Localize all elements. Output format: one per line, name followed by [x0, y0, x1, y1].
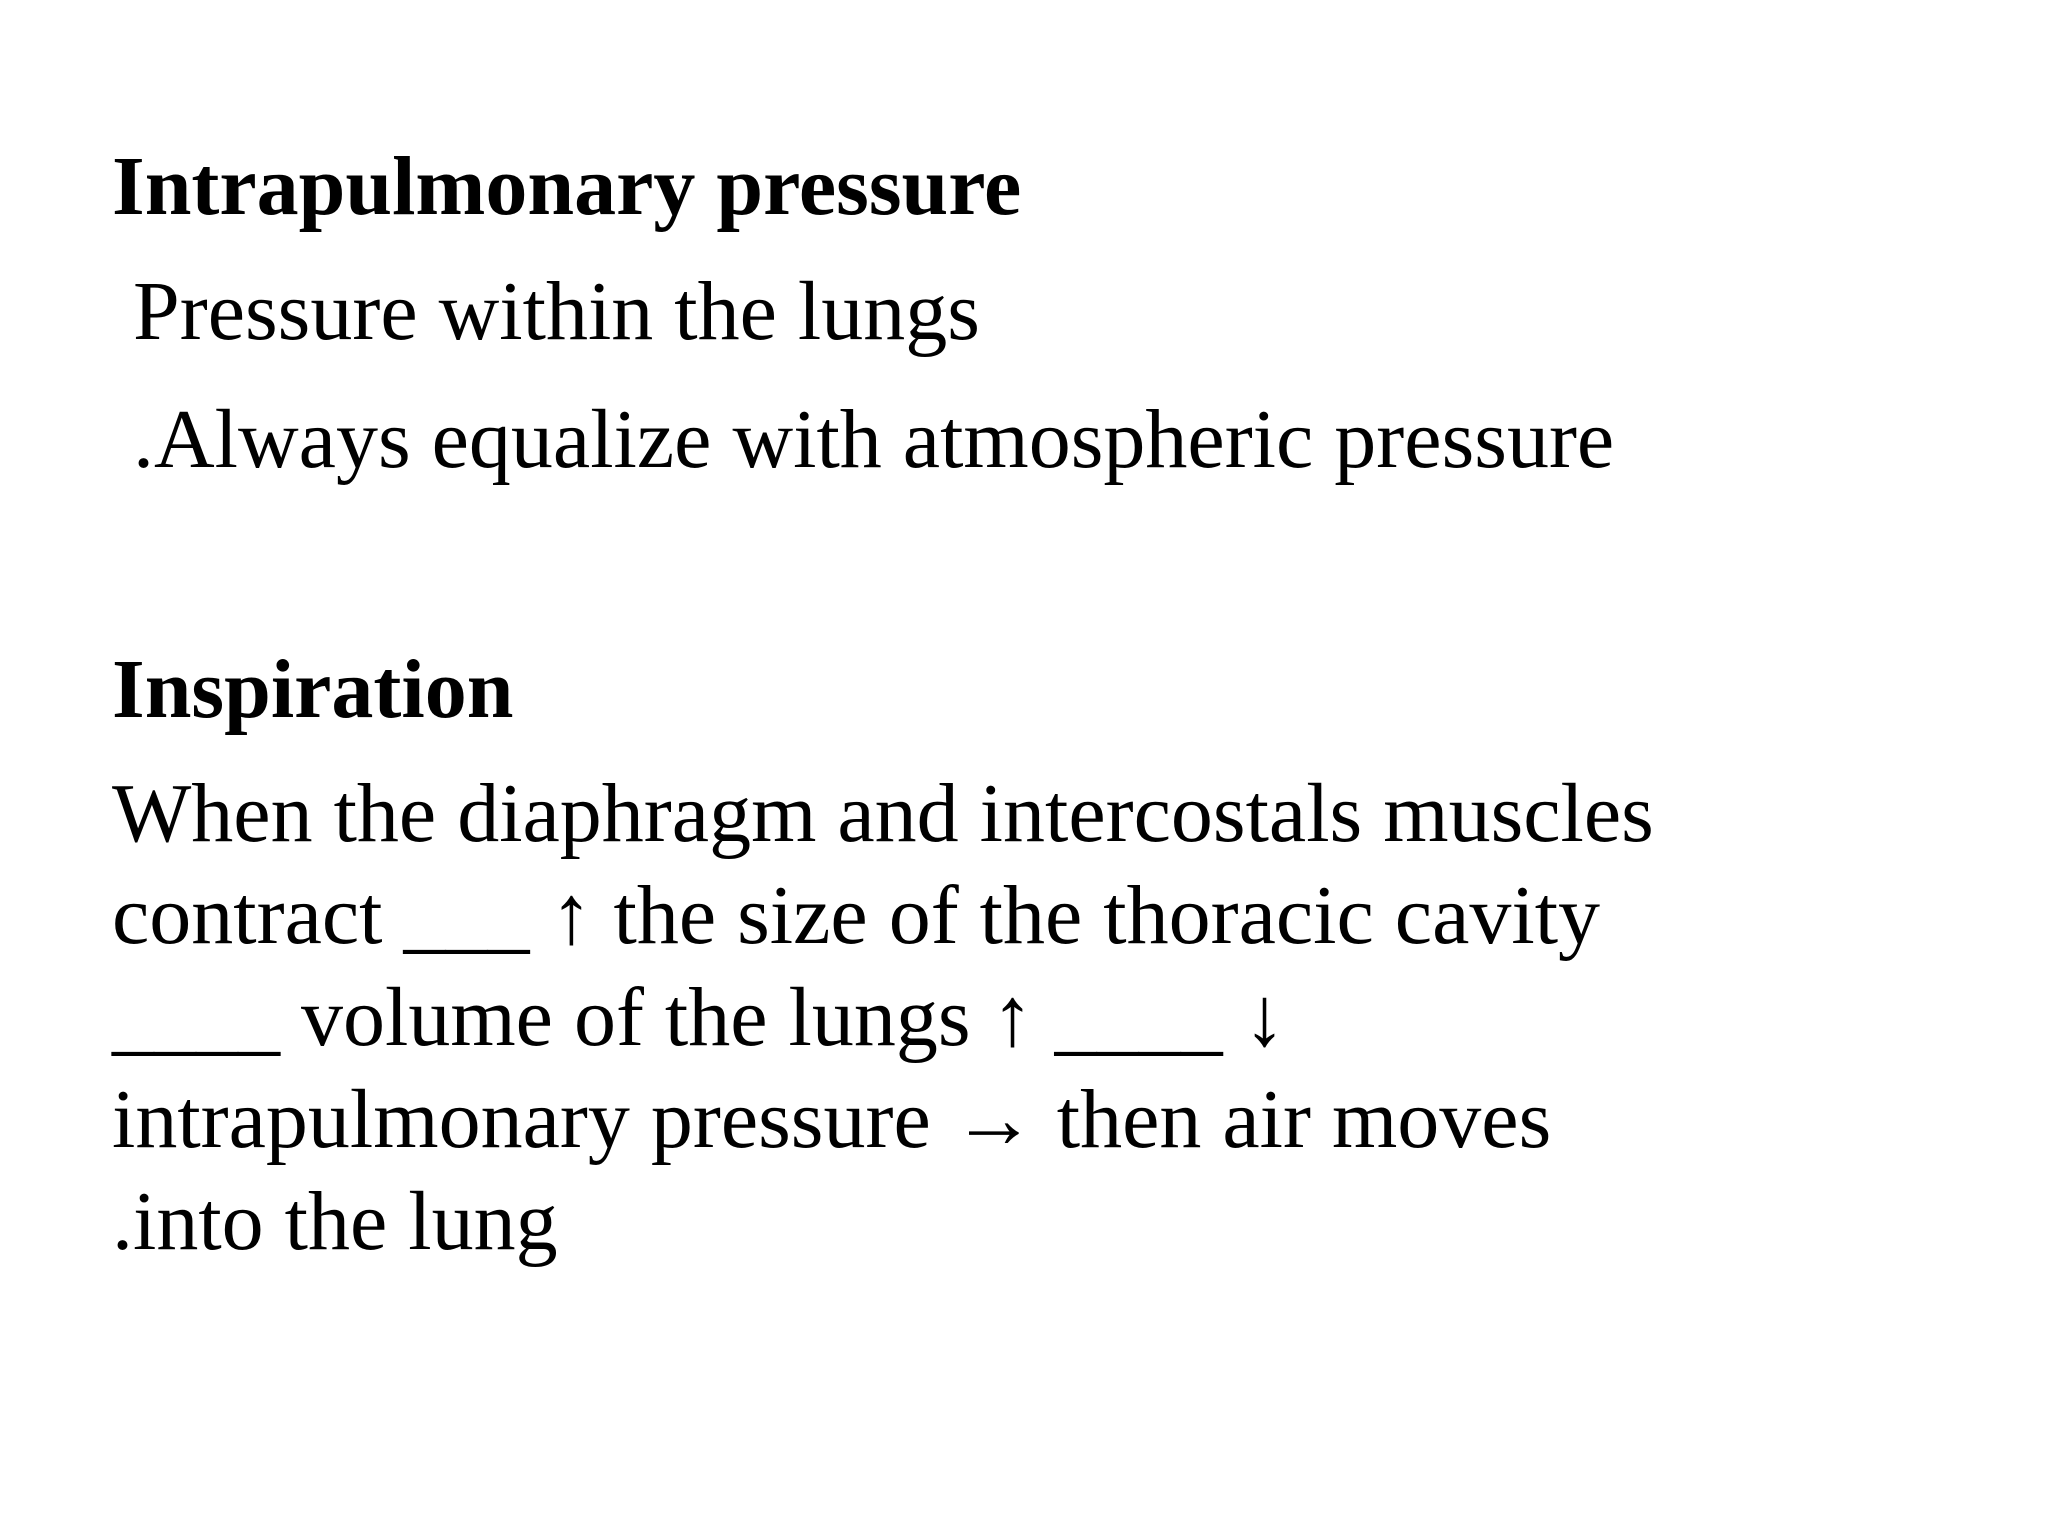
heading-intrapulmonary-pressure: Intrapulmonary pressure [112, 140, 1022, 233]
inspiration-line-4: intrapulmonary pressure → then air moves [112, 1073, 1552, 1166]
inspiration-line-1: When the diaphragm and intercostals muscles [112, 767, 1654, 860]
inspiration-line-5: .into the lung [112, 1175, 558, 1268]
inspiration-line-3: ____ volume of the lungs ↑ ____ ↓ [112, 971, 1286, 1064]
definition-line: Pressure within the lungs [112, 265, 980, 358]
heading-inspiration: Inspiration [112, 643, 514, 736]
equalize-line: .Always equalize with atmospheric pressure [112, 393, 1615, 486]
inspiration-line-2: contract ___ ↑ the size of the thoracic cavity [112, 869, 1601, 962]
